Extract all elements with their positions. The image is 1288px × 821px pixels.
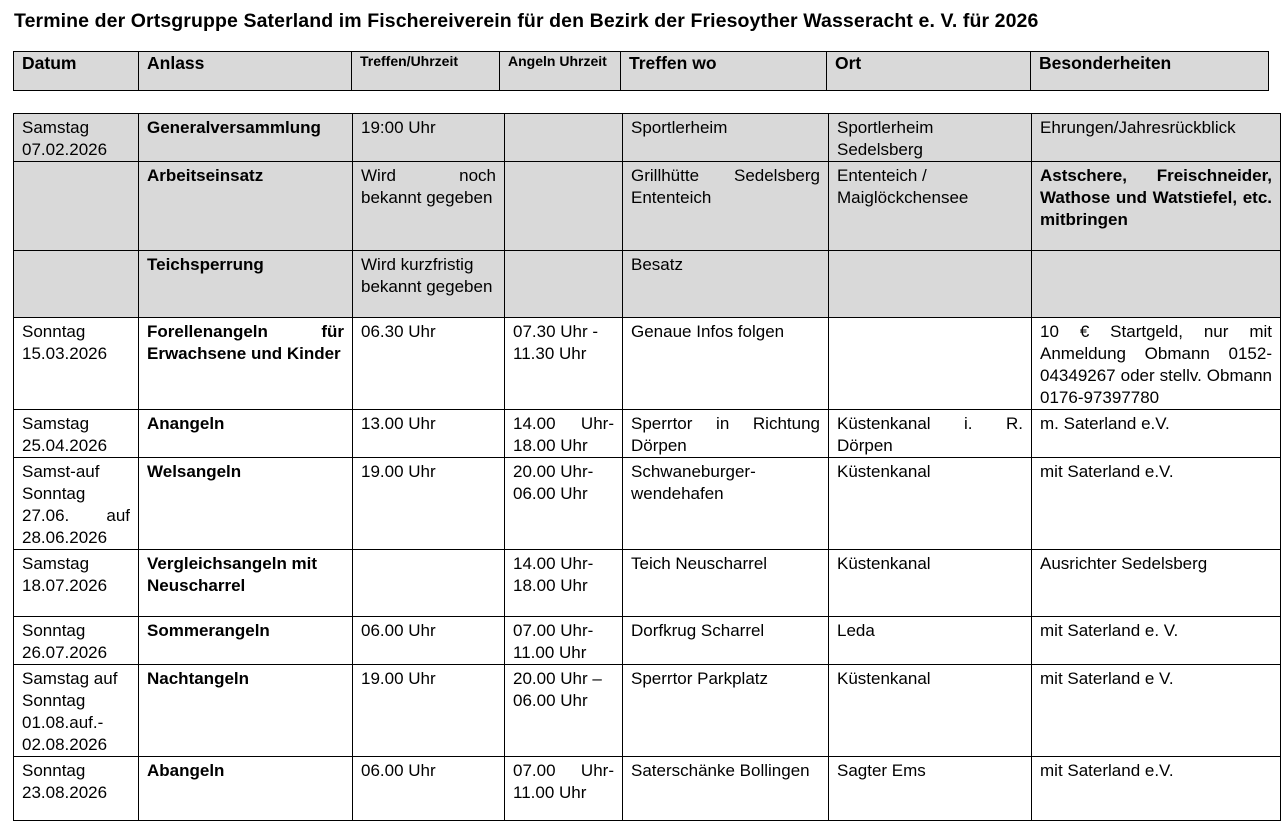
cell-ort: Küstenkanal <box>829 665 1032 757</box>
header-treffen-uhrzeit: Treffen/Uhrzeit <box>352 52 500 91</box>
cell-besonderheiten: m. Saterland e.V. <box>1032 410 1281 458</box>
cell-anlass: Teichsperrung <box>139 251 353 318</box>
cell-besonderheiten: mit Saterland e.V. <box>1032 458 1281 550</box>
cell-anlass: Welsangeln <box>139 458 353 550</box>
cell-datum: Sonntag 15.03.2026 <box>14 318 139 410</box>
cell-ort: Leda <box>829 617 1032 665</box>
cell-treffen-wo: Dorfkrug Scharrel <box>623 617 829 665</box>
cell-angeln-uhrzeit: 07.00 Uhr- 11.00 Uhr <box>505 757 623 821</box>
cell-anlass: Nachtangeln <box>139 665 353 757</box>
cell-treffen-uhrzeit: Wird kurzfristig bekannt gegeben <box>353 251 505 318</box>
cell-datum: Samstag 18.07.2026 <box>14 550 139 617</box>
cell-besonderheiten: 10 € Startgeld, nur mit Anmeldung Obmann 0152-04349267 oder stellv. Obmann 0176-97397780 <box>1032 318 1281 410</box>
cell-datum: Samstag auf Sonntag 01.08.auf.- 02.08.2026 <box>14 665 139 757</box>
header-treffen-wo: Treffen wo <box>621 52 827 91</box>
cell-treffen-uhrzeit: 19.00 Uhr <box>353 458 505 550</box>
cell-treffen-uhrzeit: 06.00 Uhr <box>353 757 505 821</box>
cell-besonderheiten: mit Saterland e.V. <box>1032 757 1281 821</box>
schedule-header-table <box>13 51 1269 91</box>
header-besonderheiten: Besonderheiten <box>1031 52 1269 91</box>
page-title: Termine der Ortsgruppe Saterland im Fischereiverein für den Bezirk der Friesoyther Wasseracht e. V. für 2026 <box>14 10 1039 32</box>
cell-ort <box>829 318 1032 410</box>
cell-datum: Samstag 25.04.2026 <box>14 410 139 458</box>
cell-besonderheiten: mit Saterland e. V. <box>1032 617 1281 665</box>
cell-treffen-wo: Saterschänke Bollingen <box>623 757 829 821</box>
table-row <box>14 757 1281 821</box>
table-row <box>14 318 1281 410</box>
cell-treffen-wo: Schwaneburger- wendehafen <box>623 458 829 550</box>
table-row <box>14 665 1281 757</box>
cell-ort: Küstenkanal <box>829 550 1032 617</box>
cell-besonderheiten <box>1032 251 1281 318</box>
cell-treffen-wo: Sportlerheim <box>623 114 829 162</box>
cell-datum: Sonntag 26.07.2026 <box>14 617 139 665</box>
table-row <box>14 458 1281 550</box>
cell-anlass: Vergleichsangeln mit Neuscharrel <box>139 550 353 617</box>
cell-ort <box>829 251 1032 318</box>
cell-anlass: Anangeln <box>139 410 353 458</box>
cell-datum <box>14 251 139 318</box>
cell-treffen-uhrzeit <box>353 550 505 617</box>
cell-treffen-wo: Genaue Infos folgen <box>623 318 829 410</box>
header-ort: Ort <box>827 52 1031 91</box>
cell-besonderheiten: Ehrungen/Jahresrückblick <box>1032 114 1281 162</box>
cell-datum: Samstag 07.02.2026 <box>14 114 139 162</box>
cell-datum <box>14 162 139 251</box>
table-row <box>14 550 1281 617</box>
cell-anlass: Arbeitseinsatz <box>139 162 353 251</box>
cell-ort: Ententeich / Maiglöckchensee <box>829 162 1032 251</box>
cell-ort: Küstenkanal <box>829 458 1032 550</box>
table-row <box>14 410 1281 458</box>
cell-ort: Sportlerheim Sedelsberg <box>829 114 1032 162</box>
cell-treffen-uhrzeit: 06.30 Uhr <box>353 318 505 410</box>
cell-datum: Samst-auf Sonntag 27.06. auf 28.06.2026 <box>14 458 139 550</box>
cell-angeln-uhrzeit: 14.00 Uhr- 18.00 Uhr <box>505 410 623 458</box>
cell-angeln-uhrzeit <box>505 114 623 162</box>
table-row <box>14 162 1281 251</box>
cell-besonderheiten: mit Saterland e V. <box>1032 665 1281 757</box>
cell-treffen-uhrzeit: Wird noch bekannt gegeben <box>353 162 505 251</box>
cell-ort: Küstenkanal i. R. Dörpen <box>829 410 1032 458</box>
cell-anlass: Generalversammlung <box>139 114 353 162</box>
header-row <box>14 52 1269 91</box>
header-datum: Datum <box>14 52 139 91</box>
cell-treffen-uhrzeit: 19:00 Uhr <box>353 114 505 162</box>
cell-treffen-uhrzeit: 19.00 Uhr <box>353 665 505 757</box>
cell-ort: Sagter Ems <box>829 757 1032 821</box>
table-row <box>14 617 1281 665</box>
cell-angeln-uhrzeit: 07.00 Uhr- 11.00 Uhr <box>505 617 623 665</box>
table-row <box>14 114 1281 162</box>
schedule-events-table <box>13 113 1281 821</box>
cell-besonderheiten: Astschere, Freischneider, Wathose und Watstiefel, etc. mitbringen <box>1032 162 1281 251</box>
cell-treffen-uhrzeit: 06.00 Uhr <box>353 617 505 665</box>
cell-treffen-wo: Teich Neuscharrel <box>623 550 829 617</box>
cell-anlass: Sommerangeln <box>139 617 353 665</box>
cell-treffen-wo: Sperrtor in Richtung Dörpen <box>623 410 829 458</box>
cell-treffen-uhrzeit: 13.00 Uhr <box>353 410 505 458</box>
header-angeln-uhrzeit: Angeln Uhrzeit <box>500 52 621 91</box>
cell-anlass: Abangeln <box>139 757 353 821</box>
cell-anlass: Forellenangeln für Erwachsene und Kinder <box>139 318 353 410</box>
table-row <box>14 251 1281 318</box>
cell-treffen-wo: Grillhütte Sedelsberg Ententeich <box>623 162 829 251</box>
cell-treffen-wo: Besatz <box>623 251 829 318</box>
cell-angeln-uhrzeit <box>505 251 623 318</box>
cell-angeln-uhrzeit <box>505 162 623 251</box>
cell-angeln-uhrzeit: 20.00 Uhr – 06.00 Uhr <box>505 665 623 757</box>
cell-besonderheiten: Ausrichter Sedelsberg <box>1032 550 1281 617</box>
cell-treffen-wo: Sperrtor Parkplatz <box>623 665 829 757</box>
cell-angeln-uhrzeit: 07.30 Uhr - 11.30 Uhr <box>505 318 623 410</box>
cell-angeln-uhrzeit: 20.00 Uhr- 06.00 Uhr <box>505 458 623 550</box>
cell-angeln-uhrzeit: 14.00 Uhr- 18.00 Uhr <box>505 550 623 617</box>
header-anlass: Anlass <box>139 52 352 91</box>
cell-datum: Sonntag 23.08.2026 <box>14 757 139 821</box>
